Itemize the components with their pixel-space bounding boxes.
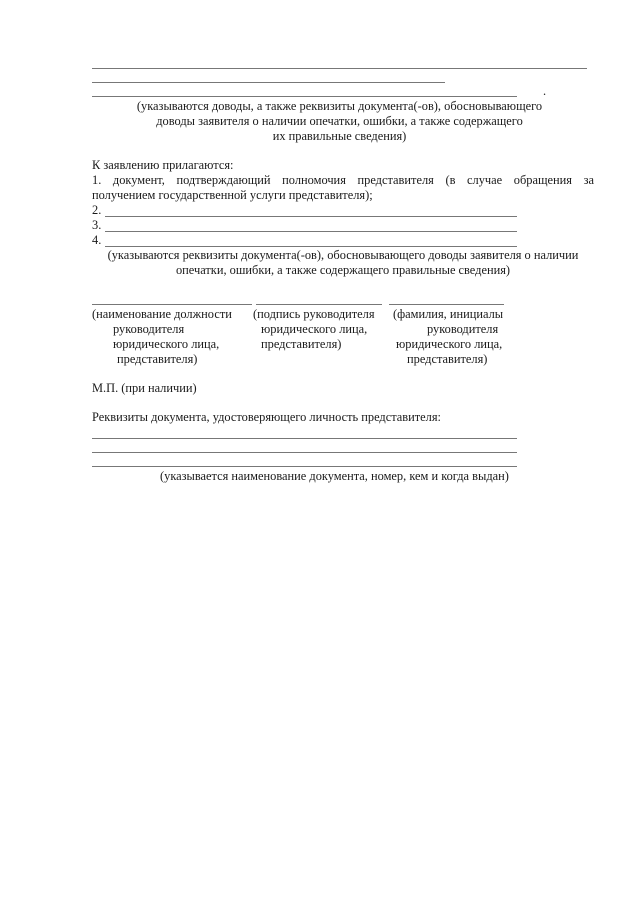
signature-col2-line-1: (подпись руководителя [253, 307, 375, 321]
signature-col1-line-4: представителя) [117, 352, 198, 366]
attachment-number-4: 4. [92, 233, 102, 247]
attachment-item-1-line-2: получением государственной услуги представителя); [92, 188, 373, 202]
signature-line-name[interactable] [389, 304, 504, 305]
attachments-note-line-2: опечатки, ошибки, а также содержащего правильные сведения) [175, 263, 511, 277]
id-doc-line-2[interactable] [92, 452, 517, 453]
signature-col1-line-1: (наименование должности [92, 307, 232, 321]
end-mark: . [543, 84, 547, 98]
attachment-number-2: 2. [92, 203, 102, 217]
fill-line-reasons-2[interactable] [92, 82, 445, 83]
fill-line-reasons-3[interactable] [92, 96, 517, 97]
signature-col2-line-3: представителя) [261, 337, 342, 351]
signature-col2-line-2: юридического лица, [261, 322, 368, 336]
signature-line-sign[interactable] [256, 304, 382, 305]
fill-line-reasons-1[interactable] [92, 68, 587, 69]
signature-line-position[interactable] [92, 304, 252, 305]
signature-col3-line-4: представителя) [407, 352, 488, 366]
id-doc-line-3[interactable] [92, 466, 517, 467]
id-doc-note: (указывается наименование документа, номер, кем и когда выдан) [160, 469, 509, 483]
attachments-note-line-1: (указываются реквизиты документа(-ов), обосновывающего доводы заявителя о наличии [107, 248, 579, 262]
attachments-heading: К заявлению прилагаются: [92, 158, 234, 172]
signature-col1-line-3: юридического лица, [113, 337, 220, 351]
reasons-note-line-1: (указываются доводы, а также реквизиты документа(-ов), обосновывающего [136, 99, 543, 113]
signature-col3-line-2: руководителя [427, 322, 499, 336]
reasons-note-line-2: доводы заявителя о наличии опечатки, ошибки, а также содержащего [156, 114, 523, 128]
attachment-line-2[interactable] [105, 216, 517, 217]
signature-col1-line-2: руководителя [113, 322, 185, 336]
id-doc-line-1[interactable] [92, 438, 517, 439]
attachment-line-3[interactable] [105, 231, 517, 232]
signature-col3-line-3: юридического лица, [396, 337, 503, 351]
stamp-label: М.П. (при наличии) [92, 381, 197, 395]
attachment-number-3: 3. [92, 218, 102, 232]
id-doc-heading: Реквизиты документа, удостоверяющего личность представителя: [92, 410, 441, 424]
attachment-item-1-line-1: 1. документ, подтверждающий полномочия представителя (в случае обращения за [92, 173, 594, 187]
signature-col3-line-1: (фамилия, инициалы [393, 307, 504, 321]
attachment-line-4[interactable] [105, 246, 517, 247]
reasons-note-line-3: их правильные сведения) [272, 129, 407, 143]
